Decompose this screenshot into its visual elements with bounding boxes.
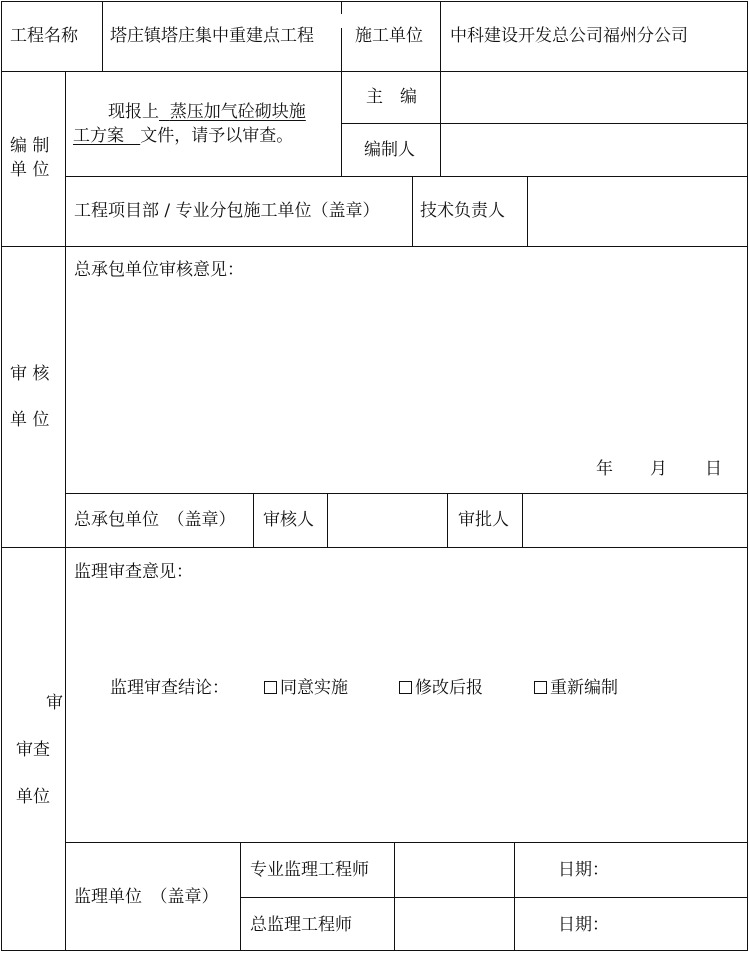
supervision-section-label-2: 审查 (16, 740, 50, 760)
supervision-opinion-label: 监理审查意见： (74, 562, 193, 582)
tech-lead-label: 技术负责人 (420, 201, 505, 221)
contractor-value: 中科建设开发总公司福州分公司 (450, 26, 688, 46)
chief-engineer-date-label: 日期： (558, 915, 609, 935)
supervision-unit-label: 监理单位 （盖章） (74, 887, 219, 907)
report-doc-name-2: 工方案 (73, 126, 124, 146)
option-revise-checkbox[interactable] (399, 678, 483, 698)
review-date-month: 月 (650, 459, 667, 479)
checkbox-box-icon (534, 681, 547, 694)
option-approve-checkbox[interactable] (264, 678, 348, 698)
compile-section-label-2: 单 位 (10, 160, 50, 180)
project-name-label: 工程名称 (10, 26, 78, 46)
compile-section-label-1: 编 制 (10, 136, 50, 156)
option-redo-label: 重新编制 (550, 678, 618, 698)
chief-editor-label: 主 编 (366, 87, 417, 107)
supervision-section-label-1: 审 (46, 693, 63, 713)
chief-engineer-label: 总监理工程师 (250, 915, 352, 935)
engineer-label: 专业监理工程师 (250, 860, 369, 880)
report-line-1 (108, 102, 306, 122)
supervision-section-label-3: 单位 (16, 787, 50, 807)
review-unit-label: 总承包单位 （盖章） (74, 510, 236, 530)
report-prefix: 现报上 (108, 102, 159, 122)
option-revise-label: 修改后报 (415, 678, 483, 698)
contractor-label: 施工单位 (355, 26, 423, 46)
engineer-date-label: 日期： (558, 860, 609, 880)
review-section-label-2: 单 位 (10, 410, 50, 430)
review-date-year: 年 (596, 459, 613, 479)
checkbox-box-icon (264, 681, 277, 694)
project-name-value: 塔庄镇塔庄集中重建点工程 (110, 26, 314, 46)
report-line-2 (73, 126, 293, 146)
option-redo-checkbox[interactable] (534, 678, 618, 698)
review-opinion-label: 总承包单位审核意见： (74, 260, 244, 280)
supervision-conclusion-label: 监理审查结论： (110, 678, 229, 698)
checkbox-box-icon (399, 681, 412, 694)
compile-unit-label: 工程项目部 / 专业分包施工单位（盖章） (74, 201, 380, 221)
report-suffix: 文件，请予以审查。 (140, 126, 294, 146)
review-section-label-1: 审 核 (10, 364, 50, 384)
reviewer-label: 审核人 (263, 510, 314, 530)
report-doc-name-1: 蒸压加气砼砌块施 (169, 102, 306, 122)
review-date-day: 日 (705, 459, 722, 479)
approver-label: 审批人 (458, 510, 509, 530)
option-approve-label: 同意实施 (280, 678, 348, 698)
compiler-label: 编制人 (364, 140, 415, 160)
